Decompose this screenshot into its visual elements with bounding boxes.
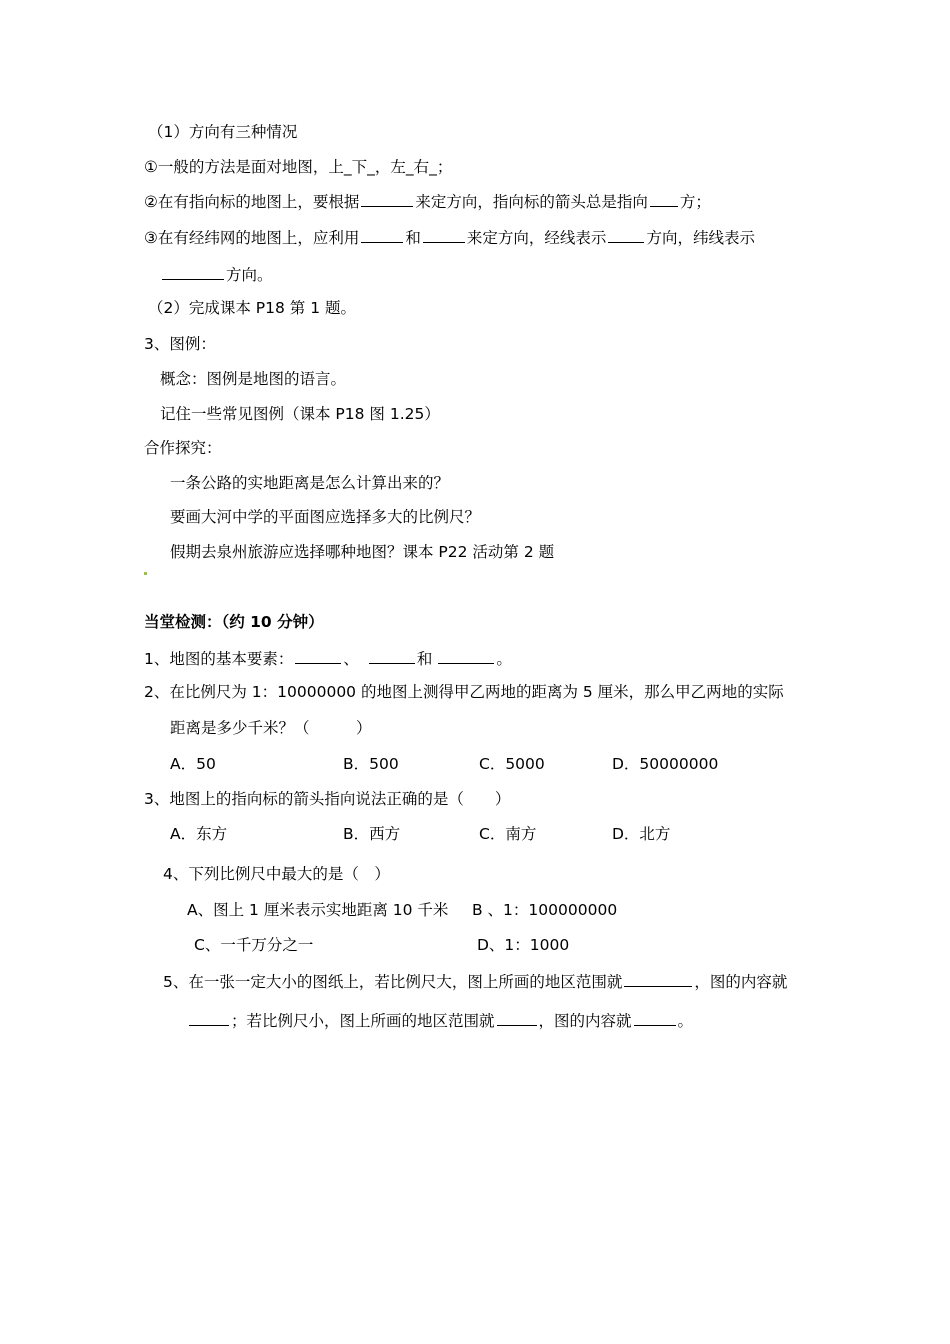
legend-concept: 概念：图例是地图的语言。 xyxy=(160,370,347,388)
stray-mark xyxy=(144,572,147,575)
direction-method-3-cont: 方向。 xyxy=(160,264,273,285)
cooperation-q3: 假期去泉州旅游应选择哪种地图？课本 P22 活动第 2 题 xyxy=(170,543,555,561)
blank xyxy=(361,227,403,243)
cooperation-q1: 一条公路的实地距离是怎么计算出来的？ xyxy=(170,474,450,492)
direction-method-1: ①一般的方法是面对地图，上_下_，左_右_； xyxy=(144,158,453,176)
question-3: 3、地图上的指向标的箭头指向说法正确的是（ ） xyxy=(144,790,511,808)
exercise-note: （2）完成课本 P18 第 1 题。 xyxy=(148,299,357,317)
test-title: 当堂检测：（约 10 分钟） xyxy=(144,613,324,631)
blank xyxy=(438,648,494,664)
q2-option-d: D．50000000 xyxy=(612,755,719,773)
q4-option-b: B 、1：100000000 xyxy=(472,901,618,919)
blank xyxy=(369,648,415,664)
blank xyxy=(650,191,678,207)
direction-method-2: ②在有指向标的地图上，要根据 来定方向，指向标的箭头总是指向 方； xyxy=(144,193,711,211)
blank xyxy=(423,227,465,243)
legend-heading: 3、图例： xyxy=(144,335,216,353)
q2-option-b: B．500 xyxy=(343,755,399,773)
blank xyxy=(162,264,224,280)
question-5: 5、在一张一定大小的图纸上，若比例尺大，图上所画的地区范围就 ，图的内容就 xyxy=(163,973,788,991)
blank xyxy=(634,1010,676,1026)
blank xyxy=(624,971,692,987)
direction-method-3: ③在有经纬网的地图上，应利用 和 来定方向，经线表示 方向，纬线表示 xyxy=(144,229,755,247)
q4-option-c: C、一千万分之一 xyxy=(194,936,314,954)
question-2: 2、在比例尺为 1：10000000 的地图上测得甲乙两地的距离为 5 厘米，那么甲乙两地的实际 xyxy=(144,683,784,701)
q4-option-a: A、图上 1 厘米表示实地距离 10 千米 xyxy=(187,901,449,919)
q3-option-c: C．南方 xyxy=(479,825,537,843)
blank xyxy=(189,1010,229,1026)
blank xyxy=(497,1010,537,1026)
cooperation-heading: 合作探究： xyxy=(144,439,222,457)
question-2-cont: 距离是多少千米？（ ） xyxy=(170,719,372,737)
legend-remember: 记住一些常见图例（课本 P18 图 1.25） xyxy=(160,405,440,423)
q4-option-d: D、1：1000 xyxy=(477,936,570,954)
blank xyxy=(608,227,644,243)
q3-option-d: D．北方 xyxy=(612,825,671,843)
q3-option-b: B．西方 xyxy=(343,825,401,843)
cooperation-q2: 要画大河中学的平面图应选择多大的比例尺？ xyxy=(170,508,481,526)
blank xyxy=(295,648,341,664)
q3-option-a: A．东方 xyxy=(170,825,228,843)
direction-heading: （1）方向有三种情况 xyxy=(148,123,298,141)
q2-option-c: C．5000 xyxy=(479,755,545,773)
question-4: 4、下列比例尺中最大的是（ ） xyxy=(163,865,390,883)
question-1: 1、地图的基本要素： 、 和 。 xyxy=(144,650,512,668)
question-5-cont: ；若比例尺小，图上所画的地区范围就 ，图的内容就 。 xyxy=(187,1010,693,1031)
q2-option-a: A．50 xyxy=(170,755,216,773)
blank xyxy=(361,191,413,207)
